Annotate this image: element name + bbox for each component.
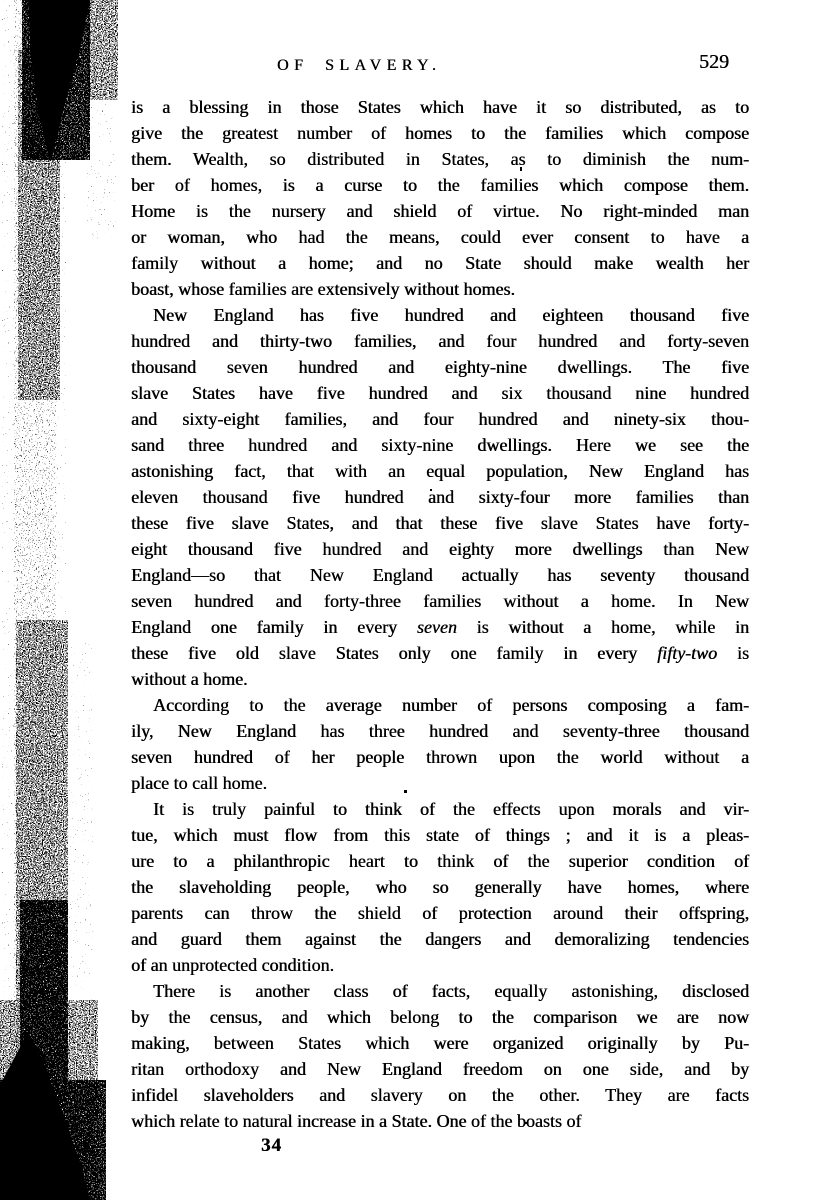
text-segment: ily, New England has three hundred and seventy-three thousand	[131, 721, 749, 741]
text-segment: is without a home, while in	[456, 617, 749, 637]
text-segment: give the greatest number of homes to the families which compose	[131, 123, 749, 143]
text-line	[131, 614, 749, 640]
text-segment: eleven thousand five hundred and sixty-four more families than	[131, 487, 749, 507]
text-segment: It is truly painful to think of the effects upon morals and vir-	[153, 799, 749, 819]
paragraph	[131, 978, 749, 1134]
text-line	[131, 380, 749, 406]
text-line	[131, 640, 749, 666]
paragraph	[131, 302, 749, 692]
text-segment: sand three hundred and sixty-nine dwellings. Here we see the	[131, 435, 749, 455]
text-line	[131, 302, 749, 328]
text-line	[131, 848, 749, 874]
text-segment: tue, which must flow from this state of things ; and it is a pleas-	[131, 825, 749, 845]
text-segment: seven hundred and forty-three families without a home. In New	[131, 591, 749, 611]
text-segment: them. Wealth, so distributed in States, as to diminish the num-	[131, 149, 749, 169]
signature-mark: 34	[261, 1135, 282, 1156]
text-segment: is	[717, 643, 749, 663]
text-line	[131, 926, 749, 952]
text-line	[131, 952, 749, 978]
text-line	[131, 978, 749, 1004]
text-segment: ure to a philanthropic heart to think of the superior condition of	[131, 851, 749, 871]
text-line	[131, 328, 749, 354]
text-segment: by the census, and which belong to the comparison we are now	[131, 1007, 749, 1027]
text-segment: and sixty-eight families, and four hundred and ninety-six thou-	[131, 409, 749, 429]
text-segment: slave States have five hundred and six thousand nine hundred	[131, 383, 749, 403]
text-line	[131, 588, 749, 614]
text-line	[131, 432, 749, 458]
text-line	[131, 562, 749, 588]
text-segment: According to the average number of persons composing a fam-	[153, 695, 749, 715]
page-number: 529	[699, 51, 729, 73]
page-body-text	[131, 94, 749, 1134]
text-segment: these five old slave States only one family in every	[131, 643, 658, 663]
text-line	[131, 718, 749, 744]
text-line	[131, 406, 749, 432]
text-segment: is a blessing in those States which have it so distributed, as to	[131, 97, 749, 117]
text-line	[131, 94, 749, 120]
text-segment: of an unprotected condition.	[131, 955, 334, 975]
text-segment: eight thousand five hundred and eighty more dwellings than New	[131, 539, 749, 559]
text-segment: without a home.	[131, 669, 248, 689]
text-line	[131, 796, 749, 822]
text-segment: the slaveholding people, who so generally have homes, where	[131, 877, 749, 897]
running-title: OF SLAVERY.	[277, 57, 442, 74]
text-segment: these five slave States, and that these five slave States have forty-	[131, 513, 749, 533]
paragraph	[131, 796, 749, 978]
text-segment: or woman, who had the means, could ever consent to have a	[131, 227, 749, 247]
text-line	[131, 250, 749, 276]
text-segment: parents can throw the shield of protection around their offspring,	[131, 903, 749, 923]
text-segment: seven hundred of her people thrown upon the world without a	[131, 747, 749, 767]
text-line	[131, 1056, 749, 1082]
text-line	[131, 874, 749, 900]
text-segment: thousand seven hundred and eighty-nine dwellings. The five	[131, 357, 749, 377]
text-line	[131, 354, 749, 380]
text-line	[131, 900, 749, 926]
text-line	[131, 536, 749, 562]
text-line	[131, 1004, 749, 1030]
text-segment: infidel slaveholders and slavery on the other. They are facts	[131, 1085, 749, 1105]
text-segment: hundred and thirty-two families, and four hundred and forty-seven	[131, 331, 749, 351]
text-segment: New England has five hundred and eighteen thousand five	[153, 305, 749, 325]
paragraph	[131, 94, 749, 302]
text-line	[131, 510, 749, 536]
scan-noise-band	[0, 0, 140, 1200]
text-line	[131, 146, 749, 172]
text-line	[131, 744, 749, 770]
italic-text: fifty-two	[657, 643, 718, 663]
text-segment: family without a home; and no State should make wealth her	[131, 253, 749, 273]
text-line	[131, 1082, 749, 1108]
text-line	[131, 276, 749, 302]
text-line	[131, 172, 749, 198]
text-line	[131, 666, 749, 692]
text-segment: astonishing fact, that with an equal population, New England has	[131, 461, 749, 481]
text-segment: ritan orthodoxy and New England freedom on one side, and by	[131, 1059, 749, 1079]
text-segment: making, between States which were organized originally by Pu-	[131, 1033, 749, 1053]
text-line	[131, 1030, 749, 1056]
text-line	[131, 822, 749, 848]
italic-text: seven	[416, 617, 457, 637]
text-segment: Home is the nursery and shield of virtue. No right-minded man	[131, 201, 749, 221]
text-line	[131, 770, 749, 796]
text-segment: boast, whose families are extensively without homes.	[131, 279, 515, 299]
text-line	[131, 224, 749, 250]
text-line	[131, 120, 749, 146]
text-segment: and guard them against the dangers and demoralizing tendencies	[131, 929, 749, 949]
text-segment: which relate to natural increase in a State. One of the boasts of	[131, 1111, 582, 1131]
text-line	[131, 692, 749, 718]
text-segment: ber of homes, is a curse to the families which compose them.	[131, 175, 749, 195]
text-segment: place to call home.	[131, 773, 267, 793]
text-line	[131, 198, 749, 224]
text-segment: England one family in every	[131, 617, 417, 637]
text-line	[131, 1108, 749, 1134]
text-segment: England—so that New England actually has seventy thousand	[131, 565, 749, 585]
paragraph	[131, 692, 749, 796]
text-line	[131, 458, 749, 484]
text-segment: There is another class of facts, equally astonishing, disclosed	[153, 981, 749, 1001]
text-line	[131, 484, 749, 510]
